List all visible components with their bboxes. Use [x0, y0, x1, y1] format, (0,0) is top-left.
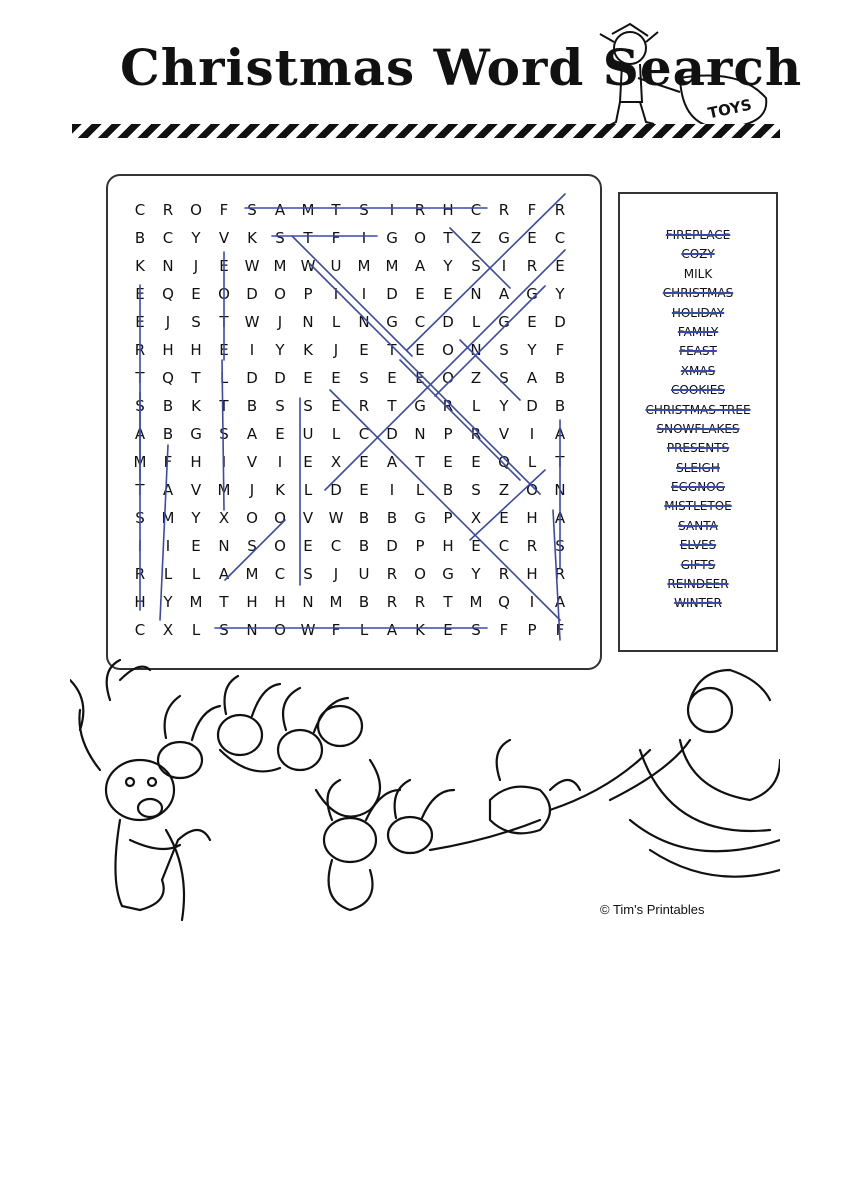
grid-letter[interactable]: O: [442, 369, 454, 387]
grid-letter[interactable]: I: [249, 341, 255, 359]
grid-letter[interactable]: B: [386, 509, 398, 527]
grid-letter[interactable]: J: [333, 341, 339, 359]
santa-sleigh-reindeer-illustration: [70, 640, 780, 940]
grid-letter[interactable]: Y: [499, 397, 509, 415]
grid-letter[interactable]: W: [300, 621, 316, 639]
grid-letter[interactable]: E: [275, 425, 285, 443]
grid-letter[interactable]: D: [246, 285, 258, 303]
grid-letter[interactable]: Y: [275, 341, 285, 359]
grid-letter[interactable]: E: [135, 285, 145, 303]
grid-letter[interactable]: L: [331, 313, 341, 331]
grid-letter[interactable]: A: [554, 425, 566, 443]
grid-letter[interactable]: O: [274, 537, 286, 555]
grid-letter[interactable]: K: [191, 397, 201, 415]
grid-letter[interactable]: F: [499, 621, 509, 639]
grid-letter[interactable]: M: [273, 257, 287, 275]
grid-letter[interactable]: N: [554, 481, 566, 499]
grid-letter[interactable]: E: [415, 369, 425, 387]
grid-letter[interactable]: S: [135, 397, 145, 415]
grid-letter[interactable]: I: [137, 537, 143, 555]
grid-letter[interactable]: A: [386, 621, 398, 639]
grid-letter[interactable]: U: [302, 425, 314, 443]
grid-letter[interactable]: S: [303, 397, 313, 415]
grid-letter[interactable]: E: [191, 285, 201, 303]
grid-letter[interactable]: J: [165, 313, 171, 331]
grid-letter[interactable]: N: [414, 425, 426, 443]
grid-letter[interactable]: T: [219, 313, 229, 331]
grid-letter[interactable]: L: [471, 397, 481, 415]
grid-letter[interactable]: I: [277, 453, 283, 471]
grid-letter[interactable]: K: [415, 621, 425, 639]
grid-letter[interactable]: O: [190, 201, 202, 219]
grid-letter[interactable]: E: [471, 453, 481, 471]
grid-letter[interactable]: E: [443, 453, 453, 471]
grid-letter[interactable]: S: [275, 397, 285, 415]
grid-letter[interactable]: N: [302, 313, 314, 331]
grid-letter[interactable]: S: [219, 621, 229, 639]
grid-letter[interactable]: U: [330, 257, 342, 275]
grid-letter[interactable]: R: [162, 201, 174, 219]
grid-letter[interactable]: S: [499, 341, 509, 359]
grid-letter[interactable]: N: [358, 313, 370, 331]
grid-letter[interactable]: D: [554, 313, 566, 331]
grid-letter[interactable]: C: [330, 537, 342, 555]
grid-letter[interactable]: A: [526, 369, 538, 387]
grid-letter[interactable]: G: [414, 509, 426, 527]
grid-letter[interactable]: X: [218, 509, 230, 527]
grid-letter[interactable]: A: [134, 425, 146, 443]
grid-letter[interactable]: E: [415, 285, 425, 303]
grid-letter[interactable]: I: [361, 229, 367, 247]
grid-letter[interactable]: A: [498, 285, 510, 303]
grid-letter[interactable]: M: [385, 257, 399, 275]
grid-letter[interactable]: F: [555, 621, 565, 639]
grid-letter[interactable]: B: [442, 481, 454, 499]
grid-letter[interactable]: S: [191, 313, 201, 331]
grid-letter[interactable]: D: [386, 285, 398, 303]
grid-letter[interactable]: P: [443, 425, 453, 443]
word-list-item: REINDEER: [667, 577, 729, 592]
grid-letter[interactable]: R: [386, 565, 398, 583]
grid-letter[interactable]: K: [247, 229, 257, 247]
grid-letter[interactable]: S: [471, 481, 481, 499]
grid-letter[interactable]: T: [555, 453, 565, 471]
grid-letter[interactable]: R: [526, 257, 538, 275]
grid-letter[interactable]: C: [162, 229, 174, 247]
grid-letter[interactable]: W: [300, 257, 316, 275]
grid-letter[interactable]: N: [218, 537, 230, 555]
grid-letter[interactable]: S: [303, 565, 313, 583]
grid-letter[interactable]: F: [555, 341, 565, 359]
grid-letter[interactable]: E: [527, 313, 537, 331]
grid-letter[interactable]: S: [359, 369, 369, 387]
grid-letter[interactable]: Q: [162, 369, 174, 387]
grid-letter[interactable]: B: [246, 397, 258, 415]
grid-letter[interactable]: T: [443, 593, 453, 611]
grid-letter[interactable]: H: [274, 593, 286, 611]
word-list-item: GIFTS: [680, 557, 716, 572]
grid-letter[interactable]: L: [163, 565, 173, 583]
grid-letter[interactable]: E: [359, 481, 369, 499]
word-list-item: XMAS: [680, 363, 716, 378]
grid-letter[interactable]: L: [527, 453, 537, 471]
grid-letter[interactable]: G: [526, 285, 538, 303]
grid-letter[interactable]: T: [303, 229, 313, 247]
copyright-credit: © Tim's Printables: [600, 902, 705, 917]
word-list-item: FIREPLACE: [665, 228, 731, 242]
grid-letter[interactable]: X: [162, 621, 174, 639]
grid-letter[interactable]: G: [386, 313, 398, 331]
grid-letter[interactable]: E: [443, 285, 453, 303]
word-list-item: MILK: [683, 266, 713, 281]
grid-letter[interactable]: T: [331, 201, 341, 219]
grid-letter[interactable]: G: [190, 425, 202, 443]
grid-letter[interactable]: Q: [498, 453, 510, 471]
word-list-item: SLEIGH: [676, 460, 720, 475]
grid-letter[interactable]: A: [162, 481, 174, 499]
grid-letter[interactable]: Y: [443, 257, 453, 275]
grid-letter[interactable]: S: [219, 425, 229, 443]
grid-letter[interactable]: S: [247, 201, 257, 219]
grid-letter[interactable]: E: [443, 621, 453, 639]
grid-letter[interactable]: W: [244, 313, 260, 331]
grid-letter[interactable]: I: [389, 201, 395, 219]
grid-letter[interactable]: L: [303, 481, 313, 499]
grid-letter[interactable]: U: [358, 565, 370, 583]
grid-letter[interactable]: O: [274, 509, 286, 527]
grid-letter[interactable]: K: [275, 481, 285, 499]
grid-letter[interactable]: C: [470, 201, 482, 219]
grid-letter[interactable]: M: [329, 593, 343, 611]
grid-letter[interactable]: H: [526, 509, 538, 527]
grid-letter[interactable]: H: [190, 453, 202, 471]
grid-letter[interactable]: C: [274, 565, 286, 583]
grid-letter[interactable]: J: [277, 313, 283, 331]
word-list-item: WINTER: [674, 596, 722, 611]
grid-letter[interactable]: Y: [191, 229, 201, 247]
grid-letter[interactable]: W: [328, 509, 344, 527]
grid-letter[interactable]: D: [386, 425, 398, 443]
grid-letter[interactable]: E: [499, 509, 509, 527]
grid-letter[interactable]: M: [133, 453, 147, 471]
grid-letter[interactable]: E: [303, 537, 313, 555]
grid-letter[interactable]: Y: [527, 341, 537, 359]
grid-letter[interactable]: R: [442, 397, 454, 415]
grid-letter[interactable]: T: [387, 397, 397, 415]
word-list-item: CHRISTMAS: [662, 286, 734, 301]
grid-letter[interactable]: Y: [191, 509, 201, 527]
grid-letter[interactable]: B: [162, 425, 174, 443]
grid-letter[interactable]: N: [246, 621, 258, 639]
grid-letter[interactable]: L: [415, 481, 425, 499]
grid-letter[interactable]: M: [245, 565, 259, 583]
grid-letter[interactable]: M: [189, 593, 203, 611]
grid-letter[interactable]: T: [219, 397, 229, 415]
grid-letter[interactable]: H: [526, 565, 538, 583]
grid-letter[interactable]: J: [249, 481, 255, 499]
grid-letter[interactable]: V: [302, 509, 314, 527]
word-list-item: FAMILY: [677, 324, 719, 339]
grid-letter[interactable]: P: [303, 285, 313, 303]
grid-letter[interactable]: A: [554, 593, 566, 611]
grid-letter[interactable]: T: [191, 369, 201, 387]
word-list-item: FEAST: [679, 344, 717, 359]
grid-letter[interactable]: T: [135, 481, 145, 499]
grid-letter[interactable]: F: [527, 201, 537, 219]
grid-letter[interactable]: R: [554, 565, 566, 583]
grid-letter[interactable]: D: [274, 369, 286, 387]
grid-letter[interactable]: L: [191, 565, 201, 583]
grid-letter[interactable]: N: [162, 257, 174, 275]
grid-letter[interactable]: I: [165, 537, 171, 555]
grid-letter[interactable]: E: [219, 341, 229, 359]
grid-letter[interactable]: A: [414, 257, 426, 275]
grid-letter[interactable]: T: [219, 593, 229, 611]
grid-letter[interactable]: G: [386, 229, 398, 247]
grid-letter[interactable]: O: [442, 341, 454, 359]
grid-letter[interactable]: R: [554, 201, 566, 219]
grid-letter[interactable]: K: [303, 341, 313, 359]
grid-letter[interactable]: T: [387, 341, 397, 359]
grid-letter[interactable]: I: [501, 257, 507, 275]
grid-letter[interactable]: B: [358, 537, 370, 555]
grid-letter[interactable]: V: [498, 425, 510, 443]
grid-letter[interactable]: G: [414, 397, 426, 415]
grid-letter[interactable]: C: [358, 425, 370, 443]
grid-letter[interactable]: S: [471, 257, 481, 275]
toys-sack-label: TOYS: [706, 95, 754, 123]
grid-letter[interactable]: R: [134, 565, 146, 583]
grid-letter[interactable]: L: [331, 425, 341, 443]
grid-letter[interactable]: G: [442, 565, 454, 583]
word-list-item: COZY: [681, 247, 715, 262]
word-list-item: CHRISTMAS TREE: [645, 402, 751, 417]
grid-letter[interactable]: X: [470, 509, 482, 527]
grid-letter[interactable]: H: [442, 537, 454, 555]
grid-letter[interactable]: S: [275, 229, 285, 247]
grid-letter[interactable]: R: [498, 565, 510, 583]
grid-letter[interactable]: H: [442, 201, 454, 219]
grid-letter[interactable]: A: [386, 453, 398, 471]
grid-letter[interactable]: E: [471, 537, 481, 555]
word-list-item: COOKIES: [671, 383, 725, 398]
grid-letter[interactable]: C: [134, 621, 146, 639]
grid-letter[interactable]: S: [555, 537, 565, 555]
grid-letter[interactable]: E: [191, 537, 201, 555]
grid-letter[interactable]: E: [359, 453, 369, 471]
striped-divider: [72, 124, 780, 138]
grid-letter[interactable]: O: [274, 285, 286, 303]
grid-letter[interactable]: C: [134, 201, 146, 219]
grid-letter[interactable]: O: [414, 565, 426, 583]
grid-letter[interactable]: B: [554, 369, 566, 387]
grid-letter[interactable]: R: [414, 201, 426, 219]
grid-letter[interactable]: A: [218, 565, 230, 583]
grid-letter[interactable]: E: [303, 369, 313, 387]
grid-letter[interactable]: I: [529, 425, 535, 443]
grid-letter[interactable]: A: [274, 201, 286, 219]
word-list-item: MISTLETOE: [664, 499, 732, 514]
grid-letter[interactable]: S: [359, 201, 369, 219]
grid-letter[interactable]: G: [498, 229, 510, 247]
grid-letter[interactable]: E: [359, 341, 369, 359]
grid-letter[interactable]: H: [162, 341, 174, 359]
grid-letter[interactable]: Q: [498, 593, 510, 611]
grid-letter[interactable]: M: [161, 509, 175, 527]
grid-letter[interactable]: O: [414, 229, 426, 247]
grid-letter[interactable]: I: [221, 453, 227, 471]
grid-letter[interactable]: Y: [471, 565, 481, 583]
grid-letter[interactable]: O: [274, 621, 286, 639]
grid-letter[interactable]: W: [244, 257, 260, 275]
grid-letter[interactable]: V: [246, 453, 258, 471]
grid-letter[interactable]: P: [415, 537, 425, 555]
grid-letter[interactable]: Z: [498, 481, 510, 499]
grid-letter[interactable]: R: [358, 397, 370, 415]
grid-letter[interactable]: I: [361, 285, 367, 303]
elf-with-toy-sack-illustration: [590, 18, 780, 136]
grid-letter[interactable]: O: [246, 509, 258, 527]
grid-letter[interactable]: H: [134, 593, 146, 611]
grid-letter[interactable]: B: [358, 593, 370, 611]
grid-letter[interactable]: H: [246, 593, 258, 611]
grid-letter[interactable]: E: [555, 257, 565, 275]
grid-letter[interactable]: L: [359, 621, 369, 639]
grid-letter[interactable]: Y: [555, 285, 565, 303]
grid-letter[interactable]: F: [331, 229, 341, 247]
word-list-item: HOLIDAY: [671, 305, 725, 320]
word-list-item: SANTA: [678, 518, 718, 533]
word-list-item: SNOWFLAKES: [656, 421, 740, 436]
grid-letter[interactable]: A: [246, 425, 258, 443]
grid-letter[interactable]: J: [333, 565, 339, 583]
grid-letter[interactable]: T: [443, 229, 453, 247]
grid-letter[interactable]: O: [526, 481, 538, 499]
grid-letter[interactable]: I: [333, 285, 339, 303]
grid-letter[interactable]: E: [219, 257, 229, 275]
grid-letter[interactable]: E: [331, 369, 341, 387]
grid-letter[interactable]: M: [301, 201, 315, 219]
grid-letter[interactable]: I: [529, 593, 535, 611]
grid-letter[interactable]: G: [498, 313, 510, 331]
grid-letter[interactable]: V: [190, 481, 202, 499]
grid-letter[interactable]: Q: [162, 285, 174, 303]
grid-letter[interactable]: F: [331, 621, 341, 639]
word-list-item: ELVES: [679, 538, 717, 553]
grid-letter[interactable]: R: [386, 593, 398, 611]
grid-letter[interactable]: B: [134, 229, 146, 247]
grid-letter[interactable]: R: [134, 341, 146, 359]
grid-letter[interactable]: C: [554, 229, 566, 247]
grid-letter[interactable]: L: [191, 621, 201, 639]
grid-letter[interactable]: R: [470, 425, 482, 443]
grid-letter[interactable]: R: [414, 593, 426, 611]
grid-letter[interactable]: E: [387, 369, 397, 387]
word-list-item: PRESENTS: [666, 441, 730, 456]
grid-letter[interactable]: Y: [163, 593, 173, 611]
grid-letter[interactable]: B: [358, 509, 370, 527]
grid-letter[interactable]: S: [499, 369, 509, 387]
grid-letter[interactable]: F: [219, 201, 229, 219]
grid-letter[interactable]: R: [498, 201, 510, 219]
grid-letter[interactable]: N: [302, 593, 314, 611]
grid-letter[interactable]: Z: [470, 229, 482, 247]
grid-letter[interactable]: J: [193, 257, 199, 275]
grid-letter[interactable]: F: [163, 453, 173, 471]
grid-letter[interactable]: L: [471, 313, 481, 331]
page-title: Christmas Word Search: [120, 38, 803, 97]
grid-letter[interactable]: C: [498, 537, 510, 555]
grid-letter[interactable]: V: [218, 229, 230, 247]
grid-letter[interactable]: M: [217, 481, 231, 499]
grid-letter[interactable]: N: [470, 341, 482, 359]
grid-letter[interactable]: S: [135, 509, 145, 527]
grid-letter[interactable]: M: [469, 593, 483, 611]
grid-letter[interactable]: T: [415, 453, 425, 471]
grid-letter[interactable]: O: [218, 285, 230, 303]
grid-letter[interactable]: D: [442, 313, 454, 331]
grid-letter[interactable]: D: [386, 537, 398, 555]
grid-letter[interactable]: X: [330, 453, 342, 471]
grid-letter[interactable]: N: [470, 285, 482, 303]
grid-letter[interactable]: E: [527, 229, 537, 247]
word-list: [618, 226, 778, 614]
grid-letter[interactable]: E: [415, 341, 425, 359]
grid-letter[interactable]: C: [414, 313, 426, 331]
grid-letter[interactable]: S: [247, 537, 257, 555]
grid-letter[interactable]: P: [443, 509, 453, 527]
grid-letter[interactable]: H: [190, 341, 202, 359]
grid-letter[interactable]: D: [526, 397, 538, 415]
grid-letter[interactable]: L: [219, 369, 229, 387]
grid-letter[interactable]: S: [471, 621, 481, 639]
grid-letter[interactable]: Z: [470, 369, 482, 387]
grid-letter[interactable]: M: [357, 257, 371, 275]
grid-letter[interactable]: B: [554, 397, 566, 415]
grid-letter[interactable]: E: [331, 397, 341, 415]
word-list-item: EGGNOG: [671, 480, 725, 495]
grid-letter[interactable]: T: [135, 369, 145, 387]
grid-letter[interactable]: A: [554, 509, 566, 527]
grid-letter[interactable]: I: [389, 481, 395, 499]
word-search-grid[interactable]: [126, 196, 574, 644]
grid-letter[interactable]: D: [330, 481, 342, 499]
grid-letter[interactable]: R: [526, 537, 538, 555]
grid-letter[interactable]: K: [135, 257, 145, 275]
grid-letter[interactable]: P: [527, 621, 537, 639]
grid-letter[interactable]: D: [246, 369, 258, 387]
grid-letter[interactable]: B: [162, 397, 174, 415]
grid-letter[interactable]: E: [135, 313, 145, 331]
grid-letter[interactable]: E: [303, 453, 313, 471]
